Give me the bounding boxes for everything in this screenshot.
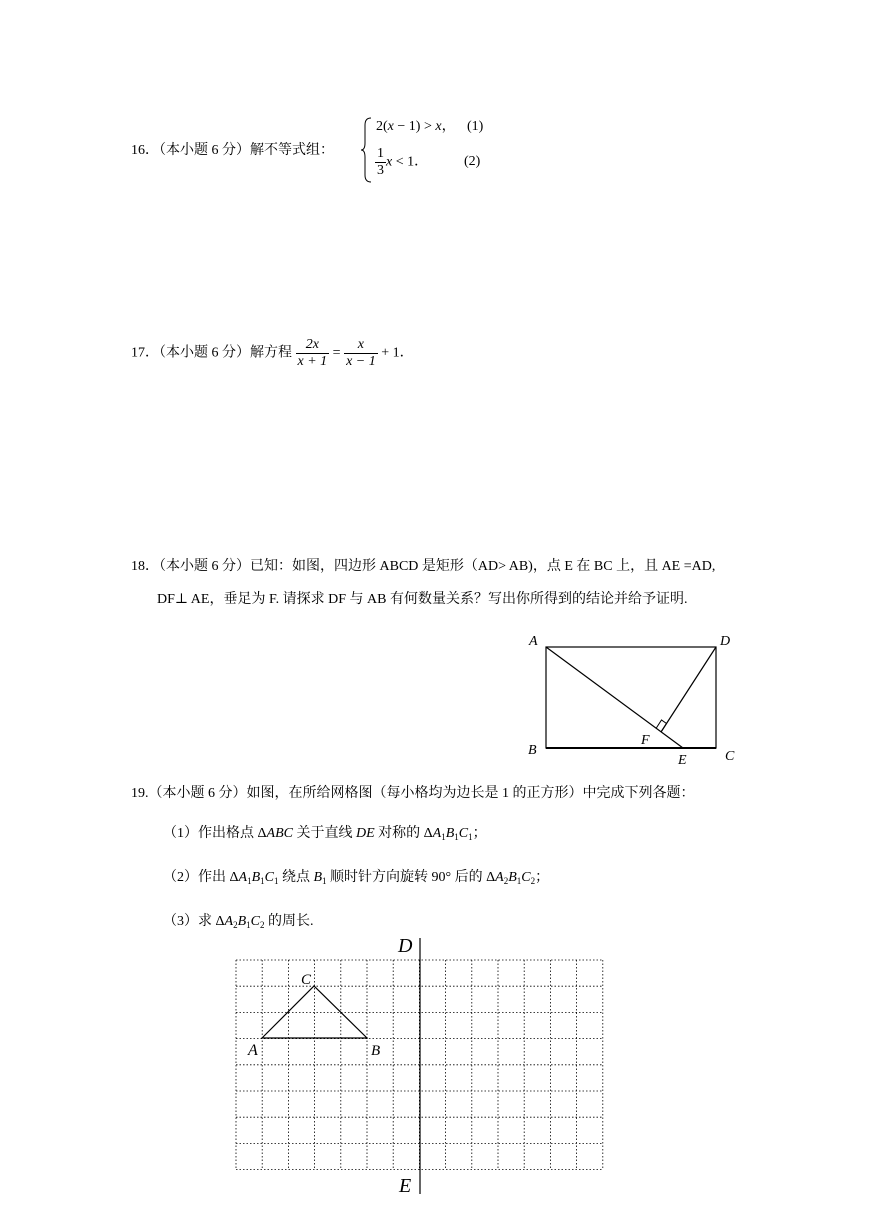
label-b: B [528, 743, 537, 758]
rhs-fraction: $\frac{x}{x - 1}$ [346, 337, 376, 369]
inequality-1: 2(x − 1) > x， [376, 119, 456, 134]
label-d: D [720, 634, 731, 649]
q19-item1: （1）作出格点 ΔABC 关于直线 DE 对称的 $\Delta A_1B_1C_1$； [163, 826, 487, 842]
grid-label-e: E [399, 1175, 412, 1197]
inequality-2-number: (2) [464, 154, 481, 169]
segment-ae [546, 647, 683, 748]
label-e: E [678, 753, 687, 768]
label-f: F [641, 733, 650, 748]
grid-label-c: C [301, 972, 312, 988]
q17-equation: 17．（本小题 6 分）解方程 $\frac{2x}{x + 1}$ = $\frac{x}{x - 1}$ + 1． [131, 337, 414, 369]
label-a: A [529, 634, 538, 649]
q19-item3: （3）求 $\Delta A_2B_1C_2$ 的周长. [163, 914, 314, 930]
q16-label: 16．（本小题 6 分）解不等式组： [131, 143, 334, 158]
q19-intro: 19.（本小题 6 分）如图，在所给网格图（每小格均为边长是 1 的正方形）中完成下列各题： [131, 786, 695, 801]
brace [360, 117, 374, 183]
fraction-one-third: $\frac{1}{3}$ [377, 146, 384, 178]
right-angle-mark [656, 720, 667, 732]
q18-line1: 18．（本小题 6 分）已知：如图，四边形 ABCD 是矩形（AD> AB)，点 E 在 BC 上，且 AE =AD, [131, 559, 716, 574]
grid-label-a: A [248, 1042, 258, 1059]
grid-figure [230, 930, 620, 1200]
segment-df [661, 647, 716, 732]
grid-label-d: D [398, 935, 413, 957]
q18-line2: DF⊥ AE，垂足为 F. 请探求 DF 与 AB 有何数量关系？写出你所得到的结论并给予证明. [157, 592, 688, 607]
grid-label-b: B [371, 1043, 381, 1059]
rectangle-figure [520, 628, 750, 768]
rectangle-abcd [546, 647, 716, 748]
label-c: C [725, 749, 735, 764]
inequality-1-number: (1) [467, 119, 484, 134]
inequality-2: $\frac{1}{3}$ x < 1． [377, 146, 429, 178]
q19-item2: （2）作出 $\Delta A_1B_1C_1$ 绕点 $B_1$ 顺时针方向旋转 90° 后的 $\Delta A_2B_1C_2$； [163, 870, 550, 886]
lhs-fraction: $\frac{2x}{x + 1}$ [297, 337, 328, 369]
